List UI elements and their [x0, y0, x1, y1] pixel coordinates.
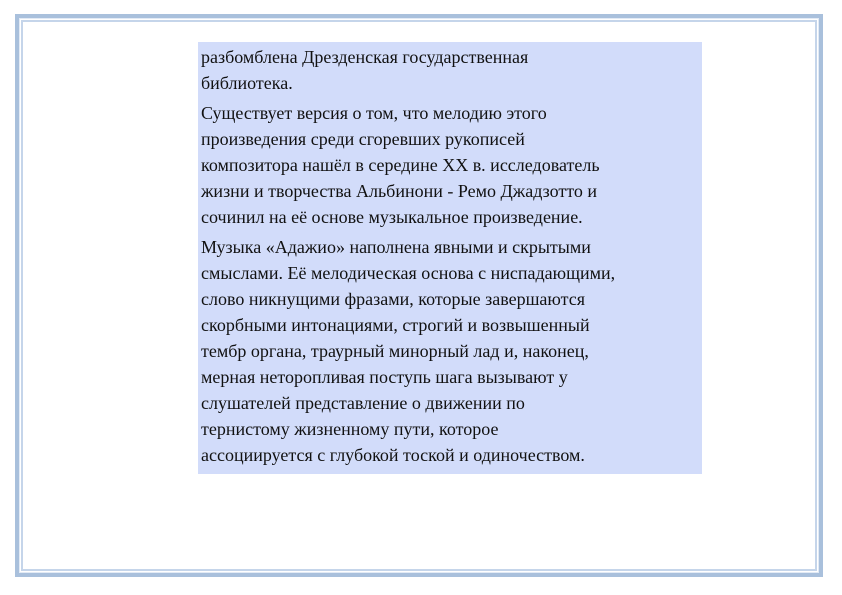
- text-box: [198, 42, 702, 474]
- paragraph-version: Существует версия о том, что мелодию этого произведения среди сгоревших рукописей композитора нашёл в середине XX в. исследователь жизни и творчества Альбинони - Ремо Джадзотто и сочинил на её основе музыкальное произведение.: [201, 103, 600, 227]
- paragraph-library: разбомблена Дрезденская государственная библиотека.: [201, 47, 529, 93]
- paragraph-music: Музыка «Адажио» наполнена явными и скрытыми смыслами. Её мелодическая основа с ниспадающими, слово никнущими фразами, которые завершаются скорбными интонациями, строгий и возвышенный тембр органа, траурный минорный лад и, наконец, мерная неторопливая поступь шага вызывают у слушателей представление о движении по тернистому жизненному пути, которое ассоциируется с глубокой тоской и одиночеством.: [201, 237, 616, 465]
